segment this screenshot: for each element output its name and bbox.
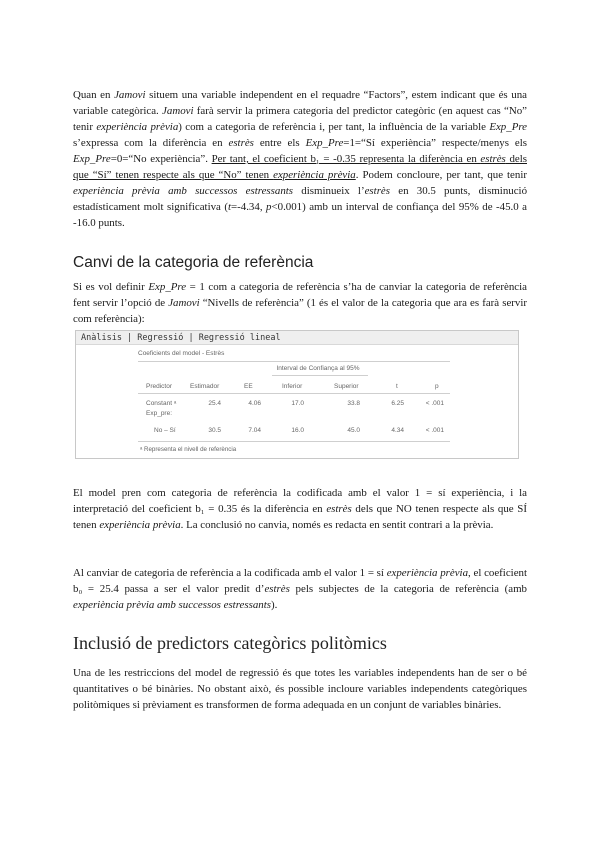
jamovi-output-screenshot (75, 330, 519, 459)
row1-inferior: 17.0 (291, 400, 304, 407)
paragraph4-run-1: experiència prèvia (386, 567, 469, 579)
table-footnote: ᵃ Representa el nivell de referència (140, 446, 237, 453)
paragraph-polytomous-predictors (73, 665, 527, 713)
table-rule-top (138, 361, 450, 362)
row1-p: < .001 (425, 400, 444, 407)
paragraph1-run-8: s’expressa com la diferència en (73, 137, 229, 149)
ci-header: Interval de Confiança al 95% (276, 365, 360, 372)
jamovi-menu-path: Anàlisis | Regressió | Regressió lineal (76, 331, 518, 345)
row1-predictor: Constant ᵃ (146, 400, 177, 407)
col-header-predictor: Predictor (146, 383, 173, 390)
paragraph4-run-0: Al canviar de categoria de referència a la codificada amb el valor 1 = sí (73, 567, 387, 579)
paragraph1-run-21: disminueix l’ (293, 185, 365, 197)
paragraph1-run-3: Jamovi (162, 105, 194, 117)
paragraph3-run-2: dels que NO tenen respecte als que SÍ tenen (73, 503, 527, 531)
table-rule-bottom (138, 441, 450, 442)
row2-t: 4.34 (391, 427, 404, 434)
ci-header-rule (272, 375, 368, 376)
row2-estimador: 30.5 (208, 427, 221, 434)
paragraph1-run-7: Exp_Pre (489, 121, 528, 133)
paragraph2-run-4: “Nivells de referència” (1 és el valor de la categoria que ara es farà servir com referència): (73, 297, 528, 325)
section-heading-polytomous: Inclusió de predictors categòrics politòmics (73, 633, 387, 653)
paragraph1-run-18: experiència prèvia (273, 169, 356, 181)
paragraph3-run-3: experiència prèvia (99, 519, 181, 531)
paragraph1-run-9: estrès (228, 137, 254, 149)
row1-ee: 4.06 (248, 400, 261, 407)
col-header-superior: Superior (334, 383, 359, 390)
paragraph2-run-3: Jamovi (168, 297, 200, 309)
row2-ee: 7.04 (248, 427, 261, 434)
row1-t: 6.25 (391, 400, 404, 407)
table-rule-header (138, 393, 450, 394)
group-label: Exp_pre: (146, 410, 173, 417)
paragraph2-run-0: Si es vol definir (73, 281, 149, 293)
col-header-estimador: Estimador (190, 383, 220, 390)
paragraph1-run-11: Exp_Pre (305, 137, 344, 149)
paragraph1-run-6: ) com a categoria de referència i, per tant, la influència de la variable (178, 121, 490, 133)
paragraph2-run-2: = 1 com a categoria de referència s’ha de canviar la categoria de referència fent servir l’opció de (73, 281, 527, 309)
col-header-inferior: Inferior (282, 383, 303, 390)
paragraph1-run-24: t (227, 201, 231, 213)
paragraph1-run-22: estrès (364, 185, 391, 197)
row1-superior: 33.8 (347, 400, 360, 407)
paragraph1-run-20: experiència prèvia amb successos estressants (73, 185, 294, 197)
paragraph1-run-15: Per tant, el coeficient b₁ = -0.35 representa la diferència en (211, 153, 481, 165)
paragraph1-run-23: en 30.5 punts, disminució estadísticament molt significativa ( (73, 185, 528, 213)
paragraph3-run-0: El model pren com categoria de referència la codificada amb el valor 1 = sí experiència, i la interpretació del coeficient b₁ = 0.35 és la diferència en (73, 487, 527, 515)
paragraph1-run-2: situem una variable independent en el requadre “Factors”, estem indicant que és una variable categòrica. (73, 89, 527, 117)
paragraph1-run-19: . Podem concloure, per tant, que tenir (355, 169, 527, 181)
paragraph-model-interpretation (73, 485, 527, 533)
paragraph1-run-13: Exp_Pre (73, 153, 111, 165)
col-header-t: t (396, 383, 398, 390)
paragraph4-run-5: experiència prèvia amb successos estressants (73, 599, 272, 611)
paragraph3-run-1: estrès (326, 503, 352, 515)
paragraph-factors-explanation (73, 87, 527, 231)
paragraph1-run-14: =0=“No experiència”. (110, 153, 212, 165)
paragraph1-run-27: <0.001) amb un interval de confiança del 95% de -45.0 a -16.0 punts. (73, 201, 527, 229)
paragraph1-run-10: entre els (253, 137, 306, 149)
paragraph1-run-26: p (266, 201, 272, 213)
row2-superior: 45.0 (347, 427, 360, 434)
section-heading-reference-category: Canvi de la categoria de referència (73, 254, 314, 271)
paragraph1-run-25: =-4.34, (231, 201, 267, 213)
paragraph4-run-2: , el coeficient b₀ = 25.4 passa a ser el valor predit d’ (73, 567, 527, 595)
row2-p: < .001 (425, 427, 444, 434)
paragraph5-run-0: Una de les restriccions del model de regressió és que totes les variables independents han de ser o bé quantitatives o bé binàries. No obstant això, és possible incloure variables independents categòriques politòmiques si prèviament es transformen de forma adequada en un conjunt de variables binàries. (73, 667, 527, 711)
col-header-ee: EE (244, 383, 253, 390)
col-header-p: p (435, 383, 439, 390)
paragraph1-run-16: estrès (480, 153, 506, 165)
paragraph4-run-6: ). (271, 599, 278, 611)
paragraph1-run-12: =1=“Sí experiència” respecte/menys els (343, 137, 528, 149)
row2-predictor: No – Sí (154, 427, 176, 434)
paragraph1-run-17: dels que “Sí” tenen respecte als que “No” tenen (73, 153, 527, 181)
paragraph1-run-4: farà servir la primera categoria del predictor categòric (en aquest cas “No” tenir (73, 105, 527, 133)
row1-estimador: 25.4 (208, 400, 221, 407)
paragraph1-run-1: Jamovi (114, 89, 146, 101)
paragraph-define-reference (73, 279, 527, 327)
paragraph4-run-4: pels subjectes de la categoria de referència (amb (289, 583, 528, 595)
paragraph1-run-0: Quan en (73, 89, 115, 101)
paragraph4-run-3: estrès (264, 583, 290, 595)
coefficients-table-title: Coeficients del model - Estrès (138, 350, 225, 357)
paragraph-b0-interpretation (73, 565, 527, 613)
paragraph1-run-5: experiència prèvia (96, 121, 179, 133)
paragraph2-run-1: Exp_Pre (148, 281, 187, 293)
paragraph3-run-4: . La conclusió no canvia, només es redacta en sentit contrari a la prèvia. (180, 519, 494, 531)
row2-inferior: 16.0 (291, 427, 304, 434)
